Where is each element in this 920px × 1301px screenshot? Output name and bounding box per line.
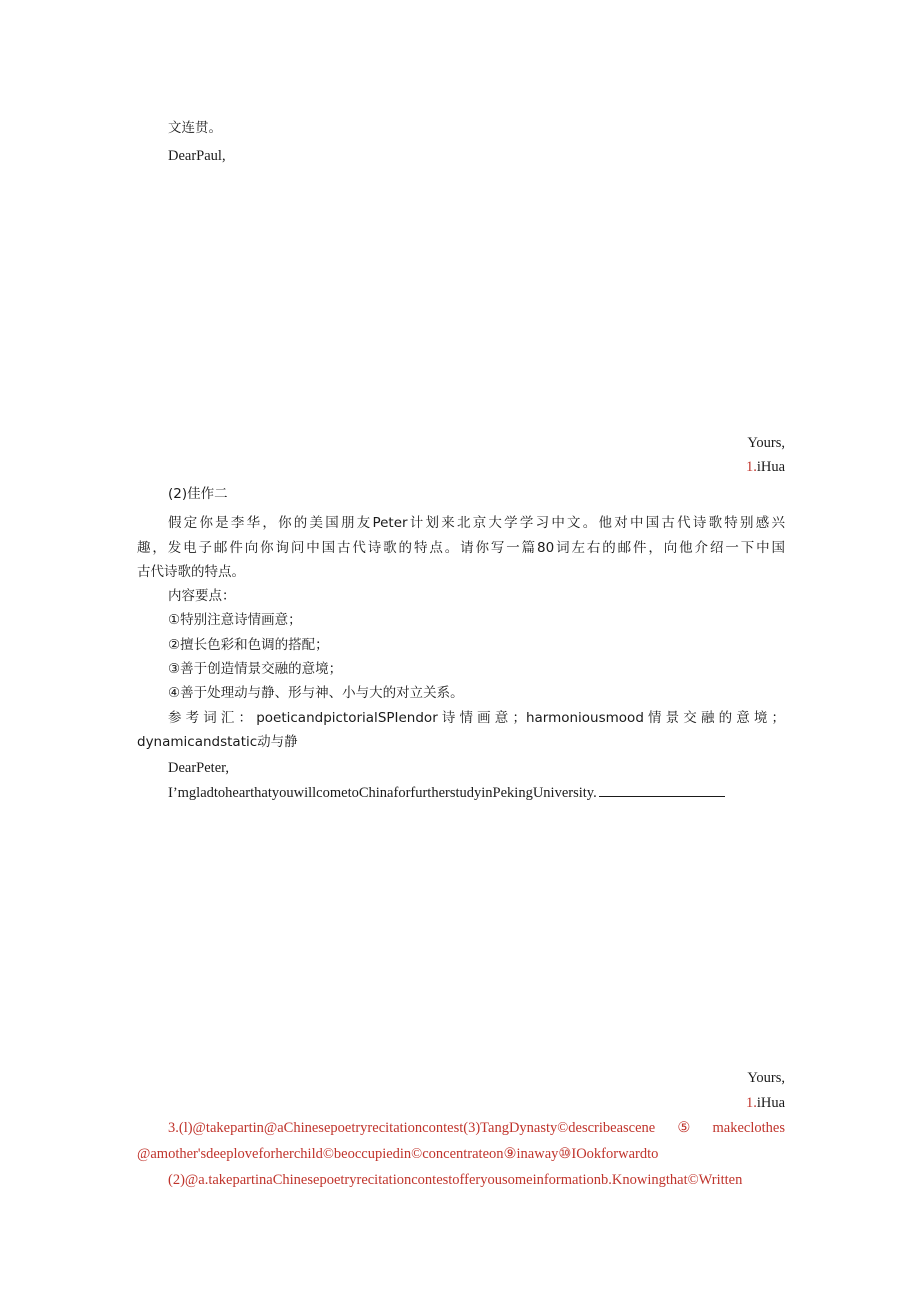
point-item: ②擅长色彩和色调的搭配； [168,637,329,653]
letter1-signature [746,457,785,477]
signature-name: iHua [756,1095,785,1111]
point-item: ④善于处理动与静、形与神、小与大的对立关系。 [168,685,464,701]
vocab-line-1: 参考词汇：poeticandpictorialSPIendor诗情画意；harmoniousmood情景交融的意境； [168,710,785,726]
letter1-greeting: DearPaul, [168,148,226,164]
letter2-greeting: DearPeter, [168,760,230,776]
signature-number: 1. [745,1095,757,1111]
prompt-line-1: 假定你是李华，你的美国朋友Peter计划来北京大学学习中文。他对中国古代诗歌特别感兴 [168,515,785,531]
answer-blank [599,782,725,797]
signature-name: iHua [756,459,785,475]
vocab-line-2: dynamicandstatic动与静 [137,734,298,750]
prompt-line-2: 趣，发电子邮件向你询问中国古代诗歌的特点。请你写一篇80词左右的邮件，向他介绍一下中国 [137,540,785,556]
letter2-opening-text: I’mgladtohearthatyouwillcometoChinaforfurtherstudyinPekingUniversity. [168,785,597,801]
points-label: 内容要点： [168,588,236,604]
point-item: ③善于创造情景交融的意境； [168,661,343,677]
letter2-closing: Yours, [747,1070,785,1086]
letter1-closing: Yours, [747,435,785,451]
prompt-line-3: 古代诗歌的特点。 [137,564,245,580]
answer-line-3: (2)@a.takepartinaChinesepoetryrecitationcontestofferyousomeinformationb.Knowingthat©Written [168,1172,743,1188]
point-item: ①特别注意诗情画意； [168,612,302,628]
answer-line-1: 3.(l)@takepartin@aChinesepoetryrecitationcontest(3)TangDynasty©describeascene⑤makeclothes [168,1120,785,1136]
letter2-signature [746,1093,785,1113]
signature-number: 1. [745,459,757,475]
answer-line-2: @amother'sdeeploveforherchild©beoccupiedin©concentrateon⑨inaway⑩IOokforwardto [137,1146,659,1162]
prompt-tail-text: 文连贯。 [168,120,222,136]
section2-heading: (2)佳作二 [168,486,228,502]
letter2-opening [168,782,725,803]
